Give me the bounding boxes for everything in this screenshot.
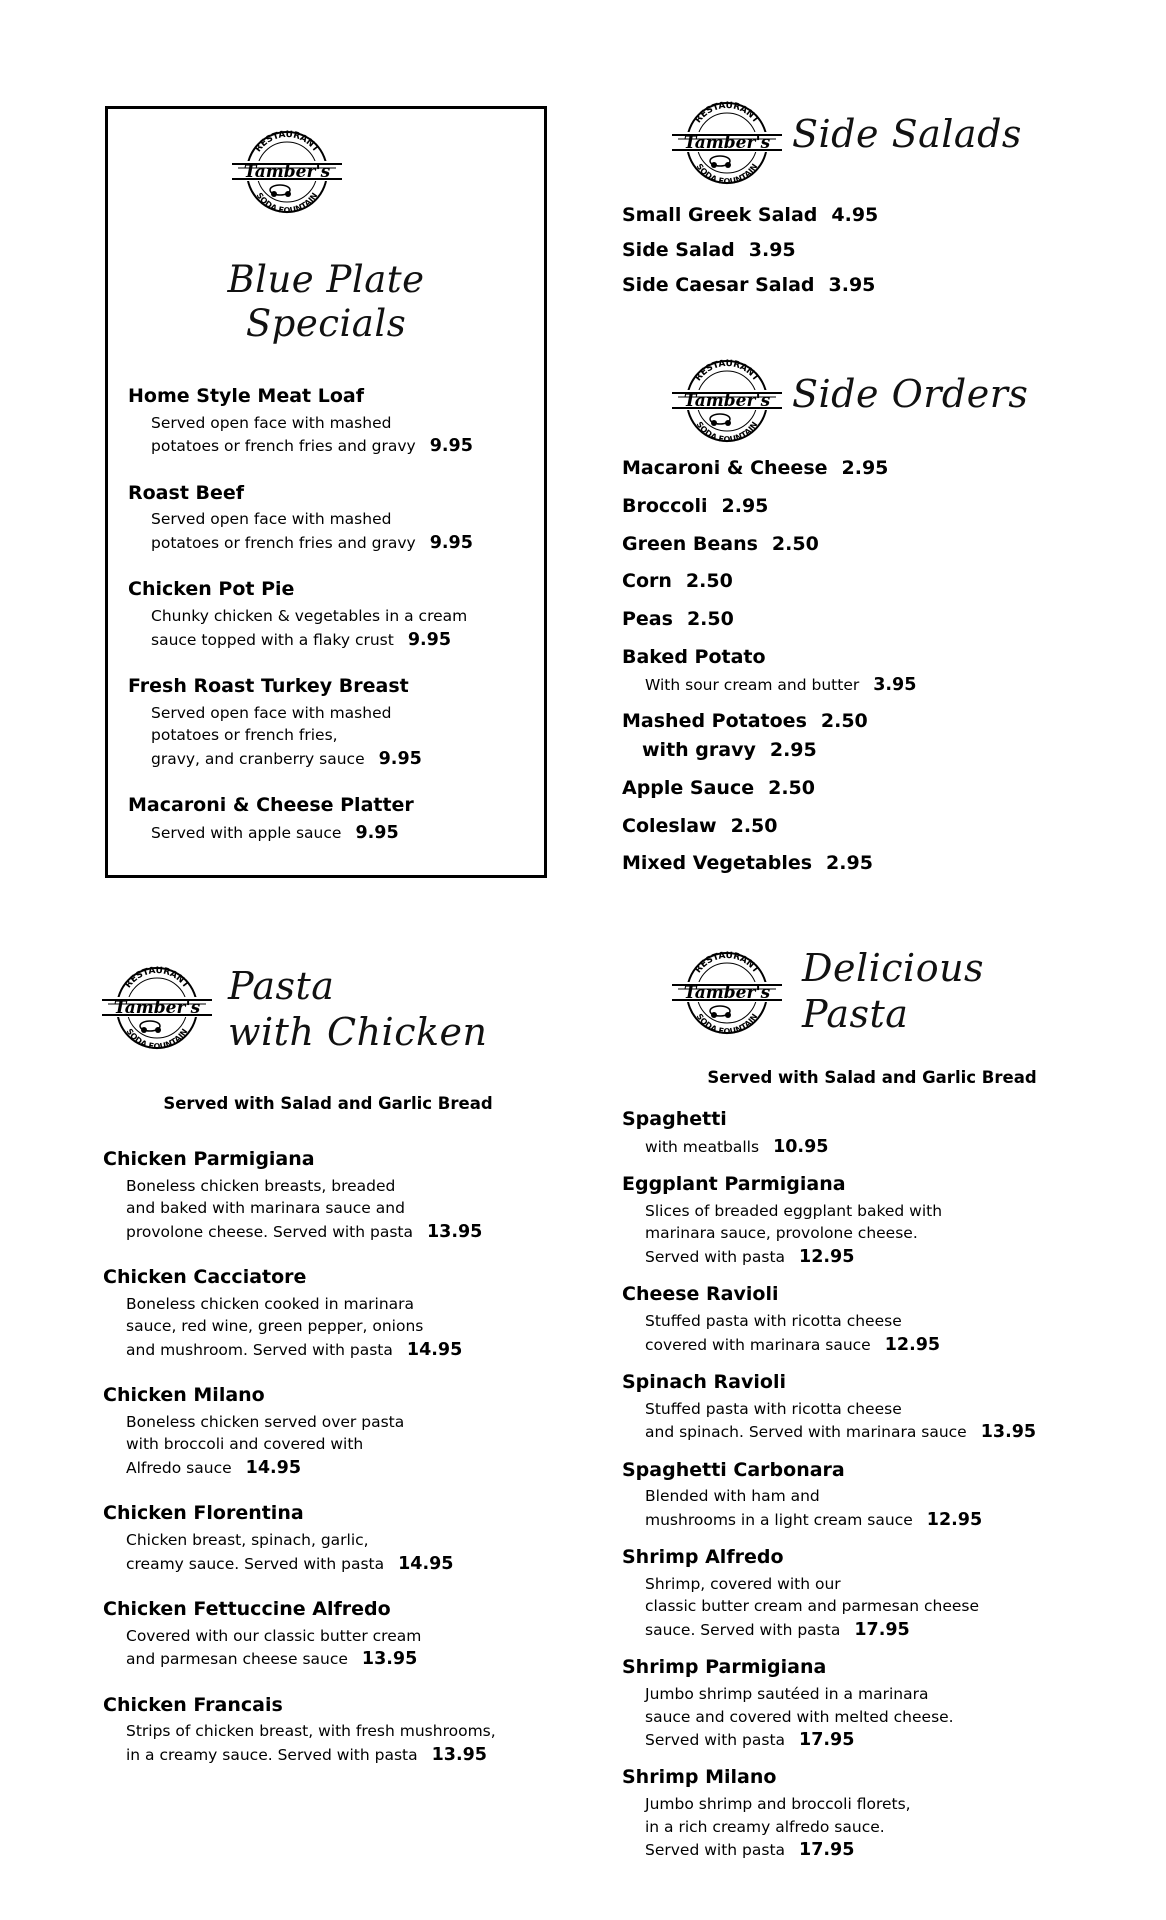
menu-item-description (126, 1175, 573, 1245)
description-line: provolone cheese. Served with pasta 13.95 (126, 1221, 483, 1242)
menu-item-price: 17.95 (799, 1840, 855, 1861)
menu-item-price: 14.95 (245, 1457, 301, 1478)
side-item-price: 2.50 (685, 570, 733, 593)
menu-item-name: Chicken Milano (103, 1384, 265, 1407)
description-line: Served with pasta 17.95 (645, 1840, 855, 1861)
side-item (622, 533, 1142, 556)
delicious-pasta-list (622, 1108, 1142, 1877)
side-salads-logo (672, 97, 782, 189)
menu-item-description (645, 1310, 1142, 1358)
menu-item (103, 1148, 573, 1245)
side-item (622, 239, 1122, 262)
menu-item-name: Shrimp Parmigiana (622, 1656, 827, 1679)
svg-text:Tamber's: Tamber's (683, 133, 771, 153)
menu-item (128, 675, 538, 772)
side-item-name: Small Greek Salad (622, 204, 818, 226)
side-item-name: Macaroni & Cheese (622, 457, 828, 479)
tambers-logo (232, 126, 342, 218)
menu-item-price: 9.95 (378, 748, 422, 769)
menu-item-description (645, 1485, 1142, 1533)
svg-text:SODA FOUNTAIN: SODA FOUNTAIN (694, 420, 760, 445)
description-line: potatoes or french fries, (151, 726, 338, 745)
menu-item-description (126, 1411, 573, 1481)
side-item (622, 777, 1142, 800)
side-item (622, 608, 1142, 631)
delicious-pasta-heading-line1: Delicious (802, 946, 985, 990)
side-item-price: 2.50 (686, 608, 734, 631)
description-line: sauce. Served with pasta 17.95 (645, 1619, 910, 1640)
side-item (622, 646, 1142, 669)
menu-item-name: Spaghetti Carbonara (622, 1458, 845, 1481)
blue-plate-heading (105, 258, 547, 347)
menu-item-description (151, 508, 538, 556)
description-line: gravy, and cranberry sauce 9.95 (151, 748, 422, 769)
menu-item-description (645, 1398, 1142, 1446)
side-item-name: Peas (622, 608, 673, 631)
menu-item (103, 1384, 573, 1481)
svg-text:RESTAURANT: RESTAURANT (693, 100, 761, 126)
menu-item-price: 14.95 (398, 1553, 454, 1574)
side-item (622, 495, 1142, 518)
svg-text:RESTAURANT: RESTAURANT (123, 965, 191, 991)
menu-item-price: 9.95 (429, 436, 473, 457)
description-line: With sour cream and butter (645, 675, 860, 694)
menu-item-price: 9.95 (407, 629, 452, 650)
menu-item-price: 12.95 (884, 1334, 941, 1355)
menu-item-price: 9.95 (429, 532, 473, 553)
menu-item-name: Chicken Parmigiana (103, 1148, 315, 1170)
menu-item-price: 12.95 (799, 1246, 855, 1267)
menu-item (103, 1502, 573, 1577)
svg-text:Tamber's: Tamber's (113, 998, 201, 1018)
menu-item-price: 13.95 (427, 1221, 483, 1242)
menu-item (128, 385, 538, 460)
description-line: marinara sauce, provolone cheese. (645, 1224, 918, 1243)
description-line: Slices of breaded eggplant baked with (645, 1201, 943, 1220)
svg-text:RESTAURANT: RESTAURANT (693, 358, 761, 384)
menu-item (622, 1766, 1142, 1863)
delicious-pasta-logo (672, 947, 782, 1039)
menu-item (622, 1459, 1142, 1534)
side-item-price: 2.95 (826, 852, 873, 875)
description-line: Jumbo shrimp sautéed in a marinara (645, 1685, 929, 1704)
menu-item-name: Macaroni & Cheese Platter (128, 794, 414, 817)
menu-item-name: Chicken Pot Pie (128, 578, 295, 601)
menu-item (103, 1266, 573, 1363)
description-line: Jumbo shrimp and broccoli florets, (645, 1795, 911, 1814)
description-line: Served open face with mashed (151, 510, 392, 529)
svg-text:RESTAURANT: RESTAURANT (693, 950, 761, 976)
menu-item-description (645, 1573, 1142, 1643)
side-item-name: Coleslaw (622, 814, 717, 837)
menu-item-description (151, 821, 538, 846)
side-item-price: 2.50 (730, 814, 778, 837)
menu-item (622, 1546, 1142, 1643)
menu-item (128, 482, 538, 557)
description-line: and mushroom. Served with pasta 14.95 (126, 1339, 463, 1360)
description-line: Stuffed pasta with ricotta cheese (645, 1312, 902, 1331)
description-line: Blended with ham and (645, 1487, 820, 1506)
side-item-name: Mashed Potatoes (622, 710, 807, 733)
menu-item-description (126, 1293, 573, 1363)
side-item (622, 274, 1122, 297)
menu-item (128, 578, 538, 653)
pasta-chicken-heading (228, 964, 487, 1055)
svg-text:SODA FOUNTAIN: SODA FOUNTAIN (124, 1027, 190, 1052)
side-item-description (645, 673, 1142, 698)
menu-item-description (645, 1793, 1142, 1863)
side-item-name: Corn (622, 570, 672, 593)
side-item (622, 815, 1142, 838)
description-line: Alfredo sauce 14.95 (126, 1457, 301, 1478)
menu-item-price: 12.95 (926, 1509, 983, 1530)
menu-item-name: Spinach Ravioli (622, 1370, 786, 1393)
side-item-option-name: with gravy (642, 738, 756, 761)
description-line: sauce topped with a flaky crust 9.95 (151, 629, 452, 650)
tambers-logo (672, 355, 782, 447)
side-item-price: 3.95 (748, 238, 796, 261)
menu-item-name: Home Style Meat Loaf (128, 385, 364, 407)
menu-item-name: Cheese Ravioli (622, 1283, 779, 1306)
svg-text:Tamber's: Tamber's (683, 983, 771, 1003)
description-line: in a creamy sauce. Served with pasta 13.95 (126, 1744, 487, 1765)
description-line: Served with apple sauce 9.95 (151, 822, 399, 843)
menu-item-description (126, 1625, 573, 1673)
pasta-chicken-logo (102, 962, 212, 1054)
side-item (622, 457, 1142, 480)
description-line: mushrooms in a light cream sauce 12.95 (645, 1509, 983, 1530)
side-item-name: Mixed Vegetables (622, 852, 813, 875)
blue-plate-list (128, 385, 538, 868)
description-line: classic butter cream and parmesan cheese (645, 1597, 980, 1616)
menu-item-price: 13.95 (431, 1744, 487, 1765)
delicious-pasta-heading-line2: Pasta (802, 991, 909, 1036)
menu-item-price: 13.95 (980, 1422, 1037, 1443)
menu-item-price: 9.95 (355, 822, 399, 843)
side-orders-logo (672, 355, 782, 447)
menu-item-name: Chicken Francais (103, 1693, 283, 1716)
svg-text:SODA FOUNTAIN: SODA FOUNTAIN (694, 1012, 760, 1037)
menu-item-description (645, 1683, 1142, 1753)
blue-plate-heading-line1: Blue Plate (227, 258, 425, 301)
description-line: Shrimp, covered with our (645, 1575, 841, 1593)
description-line: covered with marinara sauce 12.95 (645, 1334, 941, 1355)
menu-item (622, 1371, 1142, 1446)
menu-item-name: Shrimp Alfredo (622, 1546, 784, 1569)
side-orders-heading: Side Orders (792, 372, 1029, 416)
menu-item (103, 1694, 573, 1769)
description-line: Stuffed pasta with ricotta cheese (645, 1399, 902, 1418)
description-line: Chicken breast, spinach, garlic, (126, 1531, 369, 1550)
menu-item-name: Roast Beef (128, 481, 245, 504)
menu-item (622, 1173, 1142, 1270)
menu-item-price: 17.95 (799, 1730, 855, 1751)
side-item-name: Baked Potato (622, 645, 766, 668)
svg-text:SODA FOUNTAIN: SODA FOUNTAIN (694, 162, 760, 187)
menu-item-name: Chicken Cacciatore (103, 1266, 307, 1289)
side-item-option (642, 739, 1142, 762)
menu-item-name: Chicken Florentina (103, 1502, 304, 1525)
side-item-price: 4.95 (831, 204, 879, 226)
description-line: Strips of chicken breast, with fresh mushrooms, (126, 1722, 496, 1741)
svg-text:RESTAURANT: RESTAURANT (253, 129, 321, 155)
description-line: Boneless chicken breasts, breaded (126, 1176, 396, 1195)
pasta-chicken-list (103, 1148, 573, 1789)
description-line: creamy sauce. Served with pasta 14.95 (126, 1553, 454, 1574)
description-line: Served open face with mashed (151, 703, 392, 722)
side-item-name: Side Salad (622, 238, 735, 261)
menu-item-description (126, 1720, 573, 1768)
side-item-price: 2.50 (768, 776, 815, 799)
menu-item-name: Fresh Roast Turkey Breast (128, 674, 409, 697)
menu-item-description (151, 702, 538, 772)
side-item-price: 2.50 (820, 710, 868, 733)
description-line: potatoes or french fries and gravy 9.95 (151, 532, 473, 553)
side-item (622, 710, 1142, 733)
side-item-option-price: 2.95 (769, 738, 817, 761)
description-line: with meatballs 10.95 (645, 1136, 829, 1157)
description-line: Served with pasta 17.95 (645, 1730, 855, 1751)
description-line: Covered with our classic butter cream (126, 1626, 422, 1645)
description-line: sauce and covered with melted cheese. (645, 1707, 954, 1726)
menu-item-description (151, 412, 538, 460)
menu-item-name: Shrimp Milano (622, 1766, 777, 1789)
blue-plate-heading-line2: Specials (245, 302, 407, 346)
tambers-logo (672, 947, 782, 1039)
side-item-name: Green Beans (622, 532, 758, 555)
description-line: Served with pasta 12.95 (645, 1246, 855, 1267)
description-line: and parmesan cheese sauce 13.95 (126, 1649, 418, 1670)
side-item-price: 2.95 (721, 494, 769, 517)
side-item-price: 3.95 (873, 674, 917, 695)
description-line: potatoes or french fries and gravy 9.95 (151, 436, 473, 457)
side-item-price: 2.50 (771, 532, 819, 555)
description-line: Boneless chicken served over pasta (126, 1413, 405, 1432)
menu-item (622, 1283, 1142, 1358)
menu-item (622, 1656, 1142, 1753)
menu-item-description (645, 1135, 1142, 1160)
menu-item-description (126, 1529, 573, 1577)
menu-item (128, 794, 538, 846)
menu-item (103, 1598, 573, 1673)
description-line: Chunky chicken & vegetables in a cream (151, 607, 468, 626)
menu-item-description (645, 1200, 1142, 1270)
description-line: Served open face with mashed (151, 413, 392, 432)
description-line: sauce, red wine, green pepper, onions (126, 1317, 424, 1336)
menu-item-price: 17.95 (854, 1619, 910, 1640)
pasta-chicken-note: Served with Salad and Garlic Bread (163, 1094, 493, 1113)
description-line: in a rich creamy alfredo sauce. (645, 1817, 885, 1836)
tambers-logo (102, 962, 212, 1054)
side-item-name: Side Caesar Salad (622, 273, 815, 296)
menu-item-description (151, 605, 538, 653)
side-item-price: 3.95 (828, 273, 876, 296)
menu-item-price: 14.95 (406, 1339, 463, 1360)
menu-item-name: Eggplant Parmigiana (622, 1173, 846, 1196)
description-line: and baked with marinara sauce and (126, 1199, 405, 1218)
side-item (622, 570, 1142, 593)
pasta-chicken-heading-line2: with Chicken (228, 1009, 488, 1054)
side-item (622, 852, 1142, 875)
side-item-name: Broccoli (622, 494, 708, 517)
svg-text:Tamber's: Tamber's (243, 162, 331, 182)
menu-item-name: Spaghetti (622, 1108, 727, 1130)
blue-plate-logo (232, 126, 342, 218)
side-salads-heading: Side Salads (792, 112, 1022, 156)
description-line: with broccoli and covered with (126, 1435, 364, 1454)
tambers-logo (672, 97, 782, 189)
delicious-pasta-note: Served with Salad and Garlic Bread (707, 1068, 1037, 1087)
delicious-pasta-heading (802, 946, 984, 1037)
svg-text:Tamber's: Tamber's (683, 391, 771, 411)
menu-item-price: 10.95 (773, 1136, 829, 1157)
svg-text:SODA FOUNTAIN: SODA FOUNTAIN (254, 191, 320, 216)
menu-item (622, 1108, 1142, 1160)
description-line: and spinach. Served with marinara sauce 13.95 (645, 1422, 1037, 1443)
menu-item-price: 13.95 (361, 1649, 418, 1670)
side-salads-list (622, 204, 1122, 308)
side-item (622, 204, 1122, 227)
side-orders-list (622, 457, 1142, 890)
side-item-price: 2.95 (841, 457, 889, 479)
pasta-chicken-heading-line1: Pasta (228, 964, 335, 1008)
description-line: Boneless chicken cooked in marinara (126, 1294, 415, 1313)
menu-item-name: Chicken Fettuccine Alfredo (103, 1597, 391, 1620)
side-item-name: Apple Sauce (622, 776, 755, 799)
